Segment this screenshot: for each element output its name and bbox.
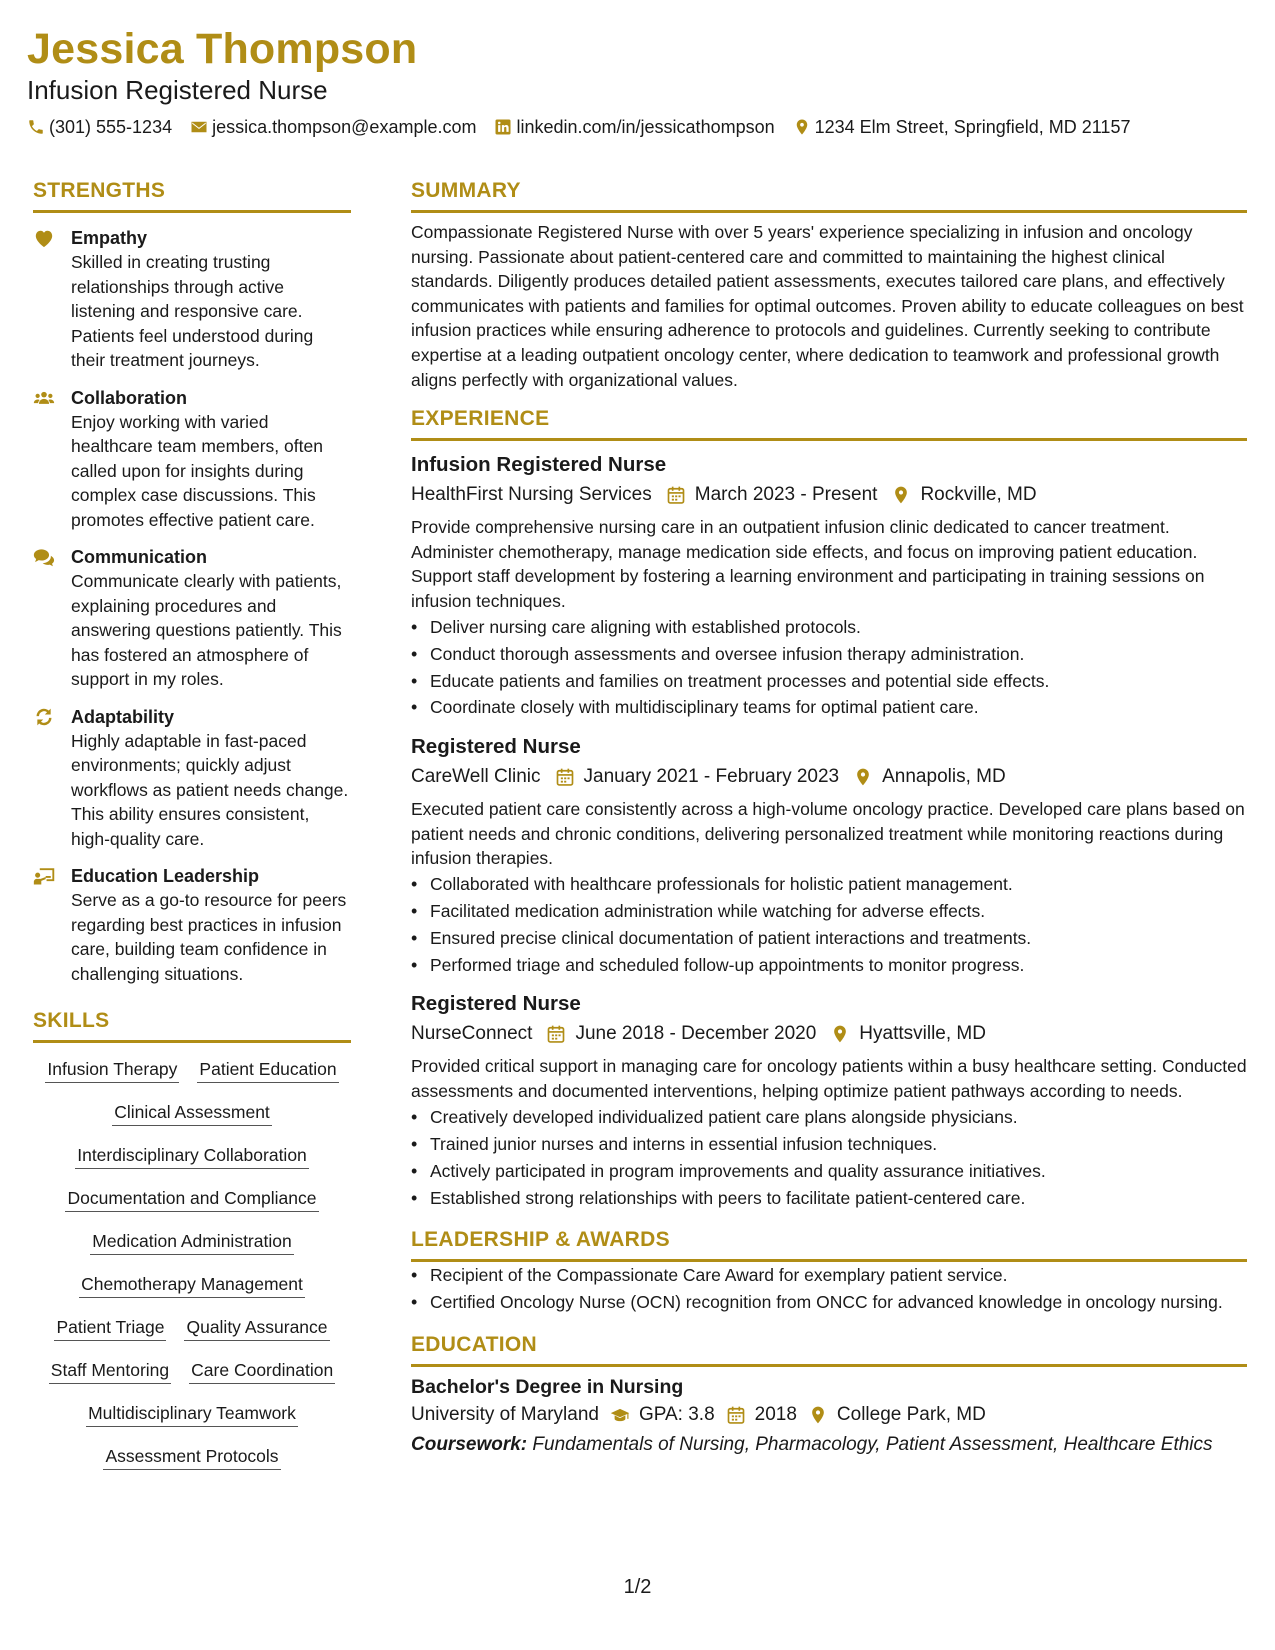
skill-tag: Assessment Protocols	[103, 1444, 280, 1470]
job-location: Hyattsville, MD	[859, 1023, 986, 1045]
job-company: NurseConnect	[411, 1023, 533, 1045]
education-school: University of Maryland	[411, 1403, 599, 1425]
calendar-icon	[546, 1024, 566, 1044]
bullet-item: • Collaborated with healthcare professionals for holistic patient management.	[411, 872, 1247, 897]
job-entry	[411, 733, 1247, 977]
page-number: 1/2	[623, 1576, 652, 1598]
bullet-item: • Educate patients and families on treatment processes and potential side effects.	[411, 669, 1247, 694]
job-entry	[411, 451, 1247, 720]
contact-email[interactable]	[190, 115, 476, 139]
phone-icon	[27, 118, 45, 136]
skill-tag: Patient Education	[197, 1057, 338, 1083]
strength-name: Communication	[71, 547, 208, 567]
bullet-item: • Actively participated in program improvements and quality assurance initiatives.	[411, 1159, 1247, 1184]
calendar-icon	[666, 485, 686, 505]
job-bullets	[411, 1105, 1247, 1211]
chalkboard-teacher-icon	[33, 866, 55, 886]
job-role: Infusion Registered Nurse	[411, 453, 667, 477]
job-meta	[411, 763, 1247, 791]
skills-list	[33, 1057, 351, 1470]
address-text: 1234 Elm Street, Springfield, MD 21157	[814, 117, 1131, 137]
strength-desc: Serve as a go-to resource for peers regarding best practices in infusion care, building team confidence in challenging situations.	[71, 890, 347, 984]
leadership-list	[411, 1263, 1247, 1315]
leadership-heading: LEADERSHIP & AWARDS	[411, 1227, 1247, 1262]
contact-bar	[27, 115, 1248, 139]
map-marker-icon	[853, 767, 873, 787]
skill-tag: Interdisciplinary Collaboration	[75, 1143, 309, 1169]
job-location: Annapolis, MD	[882, 766, 1006, 788]
strength-item	[33, 226, 351, 373]
strength-name: Adaptability	[71, 706, 175, 727]
map-marker-icon	[830, 1024, 850, 1044]
strength-item	[33, 864, 351, 986]
envelope-icon	[190, 118, 208, 136]
education-meta	[411, 1401, 1247, 1429]
skill-tag: Care Coordination	[189, 1358, 335, 1384]
skill-tag: Quality Assurance	[184, 1315, 329, 1341]
bullet-item: • Coordinate closely with multidisciplinary teams for optimal patient care.	[411, 695, 1247, 720]
job-dates: January 2021 - February 2023	[583, 766, 840, 788]
phone-text: (301) 555-1234	[49, 117, 173, 137]
skills-heading: SKILLS	[33, 1008, 351, 1043]
strength-item	[33, 545, 351, 692]
bullet-item: • Trained junior nurses and interns in essential infusion techniques.	[411, 1132, 1247, 1157]
job-bullets	[411, 615, 1247, 721]
strength-item	[33, 705, 351, 852]
contact-linkedin[interactable]	[494, 115, 774, 139]
skill-tag: Clinical Assessment	[112, 1100, 272, 1126]
job-entry	[411, 990, 1247, 1210]
strengths-heading: STRENGTHS	[33, 178, 351, 213]
strength-name: Empathy	[71, 228, 148, 248]
strength-item	[33, 386, 351, 533]
map-marker-icon	[808, 1405, 828, 1425]
calendar-icon	[555, 767, 575, 787]
job-description: Provided critical support in managing care for oncology patients within a busy healthcare setting. Conducted assessments and documented interventions, helping optimize patient pathways according to needs.	[411, 1056, 1247, 1101]
linkedin-text: linkedin.com/in/jessicathompson	[516, 117, 775, 137]
award-item: • Certified Oncology Nurse (OCN) recognition from ONCC for advanced knowledge in oncology nursing.	[411, 1290, 1247, 1315]
job-role: Registered Nurse	[411, 735, 581, 759]
coursework-list: Fundamentals of Nursing, Pharmacology, Patient Assessment, Healthcare Ethics	[527, 1433, 1213, 1455]
education-degree: Bachelor's Degree in Nursing	[411, 1375, 684, 1398]
skill-tag: Medication Administration	[90, 1229, 293, 1255]
job-description: Provide comprehensive nursing care in an outpatient infusion clinic dedicated to cancer treatment. Administer chemotherapy, manage medication side effects, and focus on improving patient education. Support staff development by fostering a learning environment and participating in training sessions on infusion techniques.	[411, 517, 1205, 611]
bullet-item: • Facilitated medication administration while watching for adverse effects.	[411, 899, 1247, 924]
summary-heading: SUMMARY	[411, 178, 1247, 213]
strength-name: Education Leadership	[71, 866, 260, 886]
users-icon	[33, 388, 55, 408]
skill-tag: Patient Triage	[54, 1315, 166, 1341]
contact-address	[793, 115, 1131, 139]
education-location: College Park, MD	[836, 1403, 986, 1425]
bullet-item: • Performed triage and scheduled follow-up appointments to monitor progress.	[411, 953, 1247, 978]
summary-text: Compassionate Registered Nurse with over 5 years' experience specializing in infusion and oncology nursing. Passionate about patient-centered care and committed to maintaining the highest clinical standards. Diligently produces detailed patient assessments, executes tailored care plans, and effectively communicates with patients and families for optimal outcomes. Proven ability to educate colleagues on best infusion practices while ensuring adherence to protocols and guidelines. Currently seeking to contribute expertise at a leading outpatient oncology center, where dedication to teamwork and professional growth aligns perfectly with organizational values.	[411, 222, 1244, 390]
coursework	[411, 1432, 1247, 1458]
map-marker-icon	[793, 118, 811, 136]
comments-icon	[33, 547, 55, 567]
job-description: Executed patient care consistently across a high-volume oncology practice. Developed care plans based on patient needs and chronic conditions, delivering personalized treatment while monitoring reactions during infusion therapies.	[411, 799, 1245, 869]
job-role: Registered Nurse	[411, 992, 581, 1016]
bullet-item: • Deliver nursing care aligning with established protocols.	[411, 615, 1247, 640]
email-text: jessica.thompson@example.com	[212, 117, 477, 137]
heart-icon	[33, 228, 55, 248]
coursework-label: Coursework:	[411, 1433, 528, 1455]
strength-name: Collaboration	[71, 387, 187, 408]
contact-phone[interactable]	[27, 115, 172, 139]
bullet-item: • Conduct thorough assessments and oversee infusion therapy administration.	[411, 642, 1247, 667]
skill-tag: Staff Mentoring	[49, 1358, 171, 1384]
strength-desc: Highly adaptable in fast-paced environments; quickly adjust workflows as patient needs change. This ability ensures consistent, high-quality care.	[71, 730, 349, 849]
strength-desc: Communicate clearly with patients, explaining procedures and answering questions patiently. This has fostered an atmosphere of support in my roles.	[71, 571, 342, 689]
candidate-name: Jessica Thompson	[27, 25, 418, 73]
education-gpa: GPA: 3.8	[638, 1403, 715, 1425]
graduation-cap-icon	[610, 1405, 630, 1425]
map-marker-icon	[891, 485, 911, 505]
award-item: • Recipient of the Compassionate Care Award for exemplary patient service.	[411, 1263, 1247, 1288]
job-company: CareWell Clinic	[411, 766, 541, 788]
job-bullets	[411, 872, 1247, 978]
bullet-item: • Creatively developed individualized patient care plans alongside physicians.	[411, 1105, 1247, 1130]
experience-heading: EXPERIENCE	[411, 406, 1247, 441]
linkedin-icon	[494, 118, 512, 136]
skill-tag: Chemotherapy Management	[79, 1272, 305, 1298]
calendar-icon	[726, 1405, 746, 1425]
job-dates: March 2023 - Present	[694, 484, 878, 506]
job-meta	[411, 1020, 1247, 1048]
skill-tag: Multidisciplinary Teamwork	[86, 1401, 298, 1427]
right-column	[411, 178, 1247, 1458]
job-meta	[411, 481, 1247, 509]
education-year: 2018	[754, 1403, 797, 1425]
resume-header	[27, 26, 1248, 139]
sync-icon	[33, 707, 55, 727]
left-column	[33, 178, 351, 1470]
strength-desc: Enjoy working with varied healthcare team members, often called upon for insights during complex case discussions. This promotes effective patient care.	[71, 411, 323, 530]
bullet-item: • Established strong relationships with peers to facilitate patient-centered care.	[411, 1186, 1247, 1211]
candidate-title: Infusion Registered Nurse	[27, 75, 328, 105]
job-location: Rockville, MD	[920, 484, 1037, 506]
education-heading: EDUCATION	[411, 1332, 1247, 1367]
job-dates: June 2018 - December 2020	[575, 1023, 817, 1045]
skill-tag: Infusion Therapy	[45, 1057, 179, 1083]
skill-tag: Documentation and Compliance	[65, 1186, 318, 1212]
bullet-item: • Ensured precise clinical documentation of patient interactions and treatments.	[411, 926, 1247, 951]
strength-desc: Skilled in creating trusting relationships through active listening and responsive care. Patients feel understood during their treatment journeys.	[71, 252, 314, 370]
job-company: HealthFirst Nursing Services	[411, 484, 652, 506]
